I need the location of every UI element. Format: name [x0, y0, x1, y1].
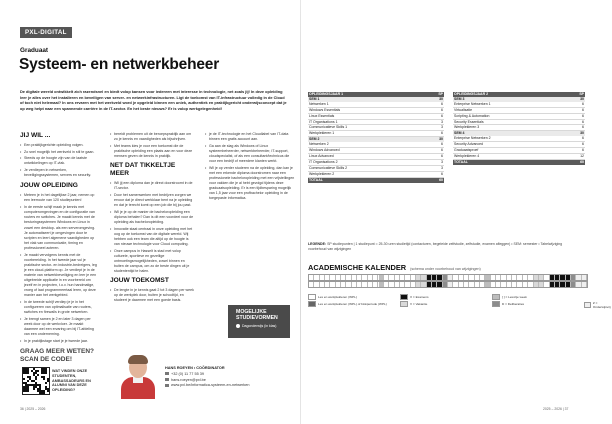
list-item: • Zo snel mogelijk het werkveld in stil te gaan.: [20, 150, 98, 155]
list-item: • Met teams kies je voor een toekomst die de praktische opleiding een plaats aan en voor deze mensen geven de kennis in praktijk.: [110, 144, 195, 159]
course-sp: 6: [567, 142, 585, 148]
course-sp: 3: [426, 165, 444, 171]
column-1: [20, 132, 98, 346]
course-sp: 6: [426, 153, 444, 159]
studievormen-title-1: MOGELIJKE: [236, 309, 267, 315]
jouw-opleiding-heading: JOUW OPLEIDING: [20, 182, 78, 190]
list-item: • De lengte in je kennis gaat 2 tot 3 dagen per week op de werkplek door, buiten je schooltijd, en studeert je daarmee met een goede basis.: [110, 288, 195, 303]
list-item: • In de tweede schijf verdiep je je in het configureren van optimalisatie van routers, switches en firewalls in grote netwerken.: [20, 300, 98, 315]
course-sp: 60: [567, 159, 585, 164]
course-name: Netwerken 1: [308, 102, 426, 107]
course-name: TOTAAL: [308, 177, 426, 182]
list-item: • je de IT-technologie en het Cloudlabel van IT-data binnen een gratis account aan.: [205, 132, 295, 142]
qr-caption: WAT VINDEN ONZE STUDENTEN, AMBASSADEURS EN ALUMNI VAN DEZE OPLEIDING?: [52, 369, 91, 393]
photo-hair: [128, 355, 148, 364]
list-item: • Innovatie staat centraal in onze opleiding met het oog op de toekomst van de digitale wereld. Wij hebben ook een team die altijd op de hoogte is van nieuwe technologie voor Cloud computing.: [110, 227, 195, 247]
course-name: Security Advanced: [453, 142, 567, 148]
course-name: SEM 4: [453, 131, 567, 136]
legend-swatch-icon: [400, 294, 408, 300]
jouw-toekomst-list: [110, 288, 195, 303]
calendar-subtitle: (schema onder voorbehoud van wijzigingen): [410, 267, 481, 271]
tikkeltje-meer-heading: NET DAT TIKKELTJE MEER: [110, 162, 176, 178]
course-name: Graduaatsproef: [453, 148, 567, 154]
course-name: IT Organisations 2: [308, 159, 426, 165]
calendar-legend-item: [492, 301, 524, 307]
list-item: • Door het samenwerken met bedrijven zorgen we ervoor dat je direct werkklaar bent na je opleiding en dat je terecht komt op een job die bij jou past.: [110, 193, 195, 208]
course-name: Scripting & Automation: [453, 113, 567, 119]
table-header-cell: OPLEIDINGSJAAR 1: [308, 92, 426, 97]
course-name: Linux Essentials: [308, 113, 426, 119]
calendar-row: [308, 281, 588, 288]
course-name: SEM 2: [308, 137, 426, 142]
course-sp: 6: [567, 125, 585, 131]
course-name: Security Essentials: [453, 119, 567, 125]
list-item: • Steeds op de hoogte zijn van de laatste ontwikkelingen op IT-vlak.: [20, 156, 98, 166]
calendar-legend-item: [400, 301, 427, 307]
legend-swatch-icon: [492, 294, 500, 300]
table-header-cell: SP: [426, 92, 444, 97]
jij-wil-heading: JIJ WIL ...: [20, 132, 51, 139]
list-item: • Je maakt vervolgens kennis met de voorbereiding. In het tweede jaar vul je praktische sector- en industrie-bedreigers, leg je een cloud-platform op. Je verdiept je in de materie van netwerkbeveiliging en leer je een uitgebreide applicatie in en voorbereid om jezelf en in projecten, t.o.v. hun handmatige, vroeg of laat programmeertaal leren, op deze manier aan het werkgebied.: [20, 253, 98, 299]
table-row: [453, 159, 585, 164]
course-sp: 6: [426, 131, 444, 137]
course-sp: 30: [426, 97, 444, 102]
course-sp: 3: [426, 125, 444, 131]
list-item: • Wil jij een diploma dan je direct doorstroomt in de IT-sector.: [110, 181, 195, 191]
list-item: • Je brengt samen je 2 en later 3 dagen per week door op de werkvloer. Je maakt daarmee wel een ervaring om bij IT-afdeling van een onderneming.: [20, 317, 98, 337]
course-name: Werkplekleren 1: [308, 131, 426, 137]
legend-swatch-icon: [308, 294, 316, 300]
course-sp: 30: [426, 137, 444, 142]
calendar-legend-item: [308, 294, 357, 300]
course-name: Werkplekleren 3: [453, 125, 567, 131]
page-title: Systeem- en netwerkbeheer: [19, 56, 220, 73]
col3-list: [205, 132, 295, 201]
calendar-title-text: ACADEMISCHE KALENDER: [308, 263, 407, 272]
list-item: • Een praktijkgerichte opleiding volgen.: [20, 143, 98, 148]
curriculum-table-year-2: [453, 92, 585, 165]
contact-web[interactable]: www.pxl.be/informatica-systeem-en-netwerken: [171, 383, 250, 388]
calendar-legend-item: [492, 294, 527, 300]
page-fold: [300, 0, 301, 424]
course-sp: 6: [567, 102, 585, 107]
table-legend: [308, 242, 580, 251]
course-name: Virtualisatie: [453, 107, 567, 113]
course-sp: 6: [426, 107, 444, 113]
course-name: Netwerken 2: [308, 142, 426, 147]
course-sp: 6: [426, 102, 444, 107]
legend-label: X = Examens: [410, 295, 429, 299]
legend-swatch-icon: [492, 301, 500, 307]
legend-label: Z = Onderwijsvrij: [592, 301, 611, 309]
course-name: Linux Advanced: [308, 153, 426, 159]
contact-name: HANS ROEYEN • COÖRDINATOR: [165, 366, 225, 370]
course-sp: 60: [426, 177, 444, 182]
table-header-cell: SP: [567, 92, 585, 97]
course-sp: 30: [567, 97, 585, 102]
calendar-legend-item: [400, 294, 429, 300]
course-name: Windows Advanced: [308, 148, 426, 154]
legend-swatch-icon: [400, 301, 408, 307]
legend-swatch-icon: [584, 302, 591, 308]
legend-label: V = Vakantie: [410, 302, 428, 306]
course-name: Enterprise Netwerken 2: [453, 136, 567, 141]
course-sp: 3: [426, 159, 444, 165]
legend-label: LEGENDE:: [308, 242, 327, 246]
course-sp: 6: [567, 113, 585, 119]
list-item: • bereidt problemen uit de beroepspraktijk aan om zo je kennis en vaardigheden als bijschrijven.: [110, 132, 195, 142]
studievorm-label: Dagonderwijs (in klas): [242, 323, 277, 328]
course-name: Communicatieve Skills 1: [308, 125, 426, 131]
course-sp: 12: [567, 153, 585, 159]
legend-swatch-icon: [308, 301, 316, 307]
course-name: SEM 3: [453, 97, 567, 102]
jij-wil-list: [20, 143, 98, 178]
list-item: • Wil je je op de manier de bacheloropleiding een diploma behalen? Dan is dit een voordeel voor de opleiding als bacheloropleiding.: [110, 210, 195, 225]
contact-email[interactable]: hans.roeyen@pxl.be: [171, 377, 206, 382]
email-icon: [165, 378, 169, 381]
table-header-cell: OPLEIDINGSJAAR 2: [453, 92, 567, 97]
bullet-icon: [236, 324, 240, 328]
course-sp: 6: [426, 113, 444, 119]
jouw-toekomst-heading: JOUW TOEKOMST: [110, 277, 169, 285]
calendar-title: [308, 263, 481, 272]
course-name: SEM 1: [308, 97, 426, 102]
column-2: [110, 132, 195, 305]
course-name: Werkplekleren 2: [308, 171, 426, 177]
qr-code-icon[interactable]: [22, 367, 50, 395]
legend-label: Les en werkplekleren (WPL): [318, 295, 357, 299]
course-name: Communicatieve Skills 2: [308, 165, 426, 171]
studievormen-title-2: STUDIEVORMEN: [236, 315, 278, 322]
page-number-right: 2025 – 2026 | 37: [543, 407, 569, 411]
calendar-week-cell: [582, 282, 587, 287]
list-item: • Je verdiepen in netwerken, beveiligingssystemen, servers en security.: [20, 168, 98, 178]
column-3: [205, 132, 295, 203]
course-name: Windows Essentials: [308, 107, 426, 113]
course-sp: 6: [567, 148, 585, 154]
course-name: Enterprise Netwerken 1: [453, 102, 567, 107]
calendar-row: [308, 274, 588, 281]
scan-cta: [20, 348, 94, 363]
program-type: Graduaat: [20, 47, 49, 54]
course-sp: 6: [426, 171, 444, 177]
contact-phone[interactable]: +32 (0) 11 77 55 39: [171, 371, 204, 376]
course-sp: 30: [567, 131, 585, 136]
legend-label: [ ] = Lesvrije week: [502, 295, 527, 299]
course-name: Werkplekleren 4: [453, 153, 567, 159]
calendar-legend-item: [308, 301, 387, 307]
course-sp: 6: [567, 119, 585, 125]
list-item: • Meteen je in het dagelijkse 2 jaar, nemen op een leerroute van 120 studiepunten!: [20, 193, 98, 203]
course-sp: 6: [426, 142, 444, 147]
course-sp: 6: [567, 107, 585, 113]
contact-block: [165, 366, 250, 389]
scan-cta-line-1: GRAAG MEER WETEN?: [20, 348, 95, 355]
scan-cta-line-2: SCAN DE CODE!: [20, 355, 73, 363]
section-band: PXL-DIGITAL: [20, 27, 72, 38]
list-item: • Onze campus in Hasselt is stad met volop culturele, sportieve en gezellige ontmoetingsmogelijkheden, zowel binnen en buiten de campus, om zo de beste dingen uit je studententijd te halen.: [110, 249, 195, 274]
tikkeltje-meer-list: [110, 181, 195, 274]
list-item: • Wil je op verder studeren na de opleiding, dan kan je met een erkende diploma doorstromen naar een professionele bacheloropleiding met een vrijstellingen voor vakken die je al hebt gevolgd tijdens deze graduaatsopleiding. Er is een tijdbesparing mogelijk van 1,5 jaar voor een profbachelor opleiding in de toegepaste informatica.: [205, 166, 295, 202]
list-item: • In je praktijkstage start je je tweede jaar.: [20, 339, 98, 344]
jouw-opleiding-list: [20, 193, 98, 344]
phone-icon: [165, 372, 169, 375]
coordinator-photo: [118, 352, 158, 397]
list-item: • Ga aan de slag als Windows of Linux systeembeheerder, netwerkbeheerder, IT-support, cloudspecialist, of als een consultant/technicus die voor een bedrijf of meerdere klanten werkt.: [205, 144, 295, 164]
legend-text: SP studiepunten | 1 studiepunt = 25-30 uren studietijd (contacturen, begeleide zelfstudie, zelfstudie, examen afleggen) • SEM: semester • Tabelwijziging voorbehoud van wijzigingen: [308, 242, 563, 251]
globe-icon: [165, 384, 169, 387]
curriculum-table-year-1: [308, 92, 444, 183]
table-row: [308, 177, 444, 182]
calendar-legend-item: [584, 301, 612, 309]
page-number-left: 36 | 2025 – 2026: [20, 407, 46, 411]
studievormen-box: [228, 305, 290, 338]
course-sp: 6: [567, 136, 585, 141]
col2-list: [110, 132, 195, 159]
course-name: IT Organisations 1: [308, 119, 426, 125]
contact-web-row: [165, 383, 250, 389]
calendar-week-cell: [582, 275, 587, 280]
studievorm-item: [236, 323, 290, 329]
course-sp: 6: [426, 148, 444, 154]
course-name: TOTAAL: [453, 159, 567, 164]
legend-label: Les en werkplekleren (WPL) of blokperiode (WPL): [318, 302, 387, 306]
legend-label: D = Deliberaties: [502, 302, 525, 306]
list-item: • In de eerste schijf maak je kennis met computeromgevingen en de configuratie van routers en switches. Je maakt kennis met de besturingssystemen Windows en Linux in zowel een desktop- als een serveromgeving. Je automatiseert je omgevingen door te scripten en leert algemene vaardigheden op het vlak van communicatie, timing en professioneel acteren.: [20, 205, 98, 251]
course-sp: 3: [426, 119, 444, 125]
intro-paragraph: De digitale wereld ontwikkelt zich razendsnel en biedt volop kansen voor iedereen met interesse in technologie, net zoals jij! In deze opleiding leer je alles over het installeren en beveiligen van server- en netwerkinfrastructuren. Ligt de toekomst van IT-infrastructuur volledig in de Cloud of toch niet helemaal? In ons ervaren met het werkveld word je opgeleid binnen een uniek, authentiek en praktijkgericht onderwijsconcept dat je op weg helpt naar een spannende carrière in de IT-sector. En het beste nieuws? Er is volop werkgelegenheid!: [20, 89, 287, 111]
